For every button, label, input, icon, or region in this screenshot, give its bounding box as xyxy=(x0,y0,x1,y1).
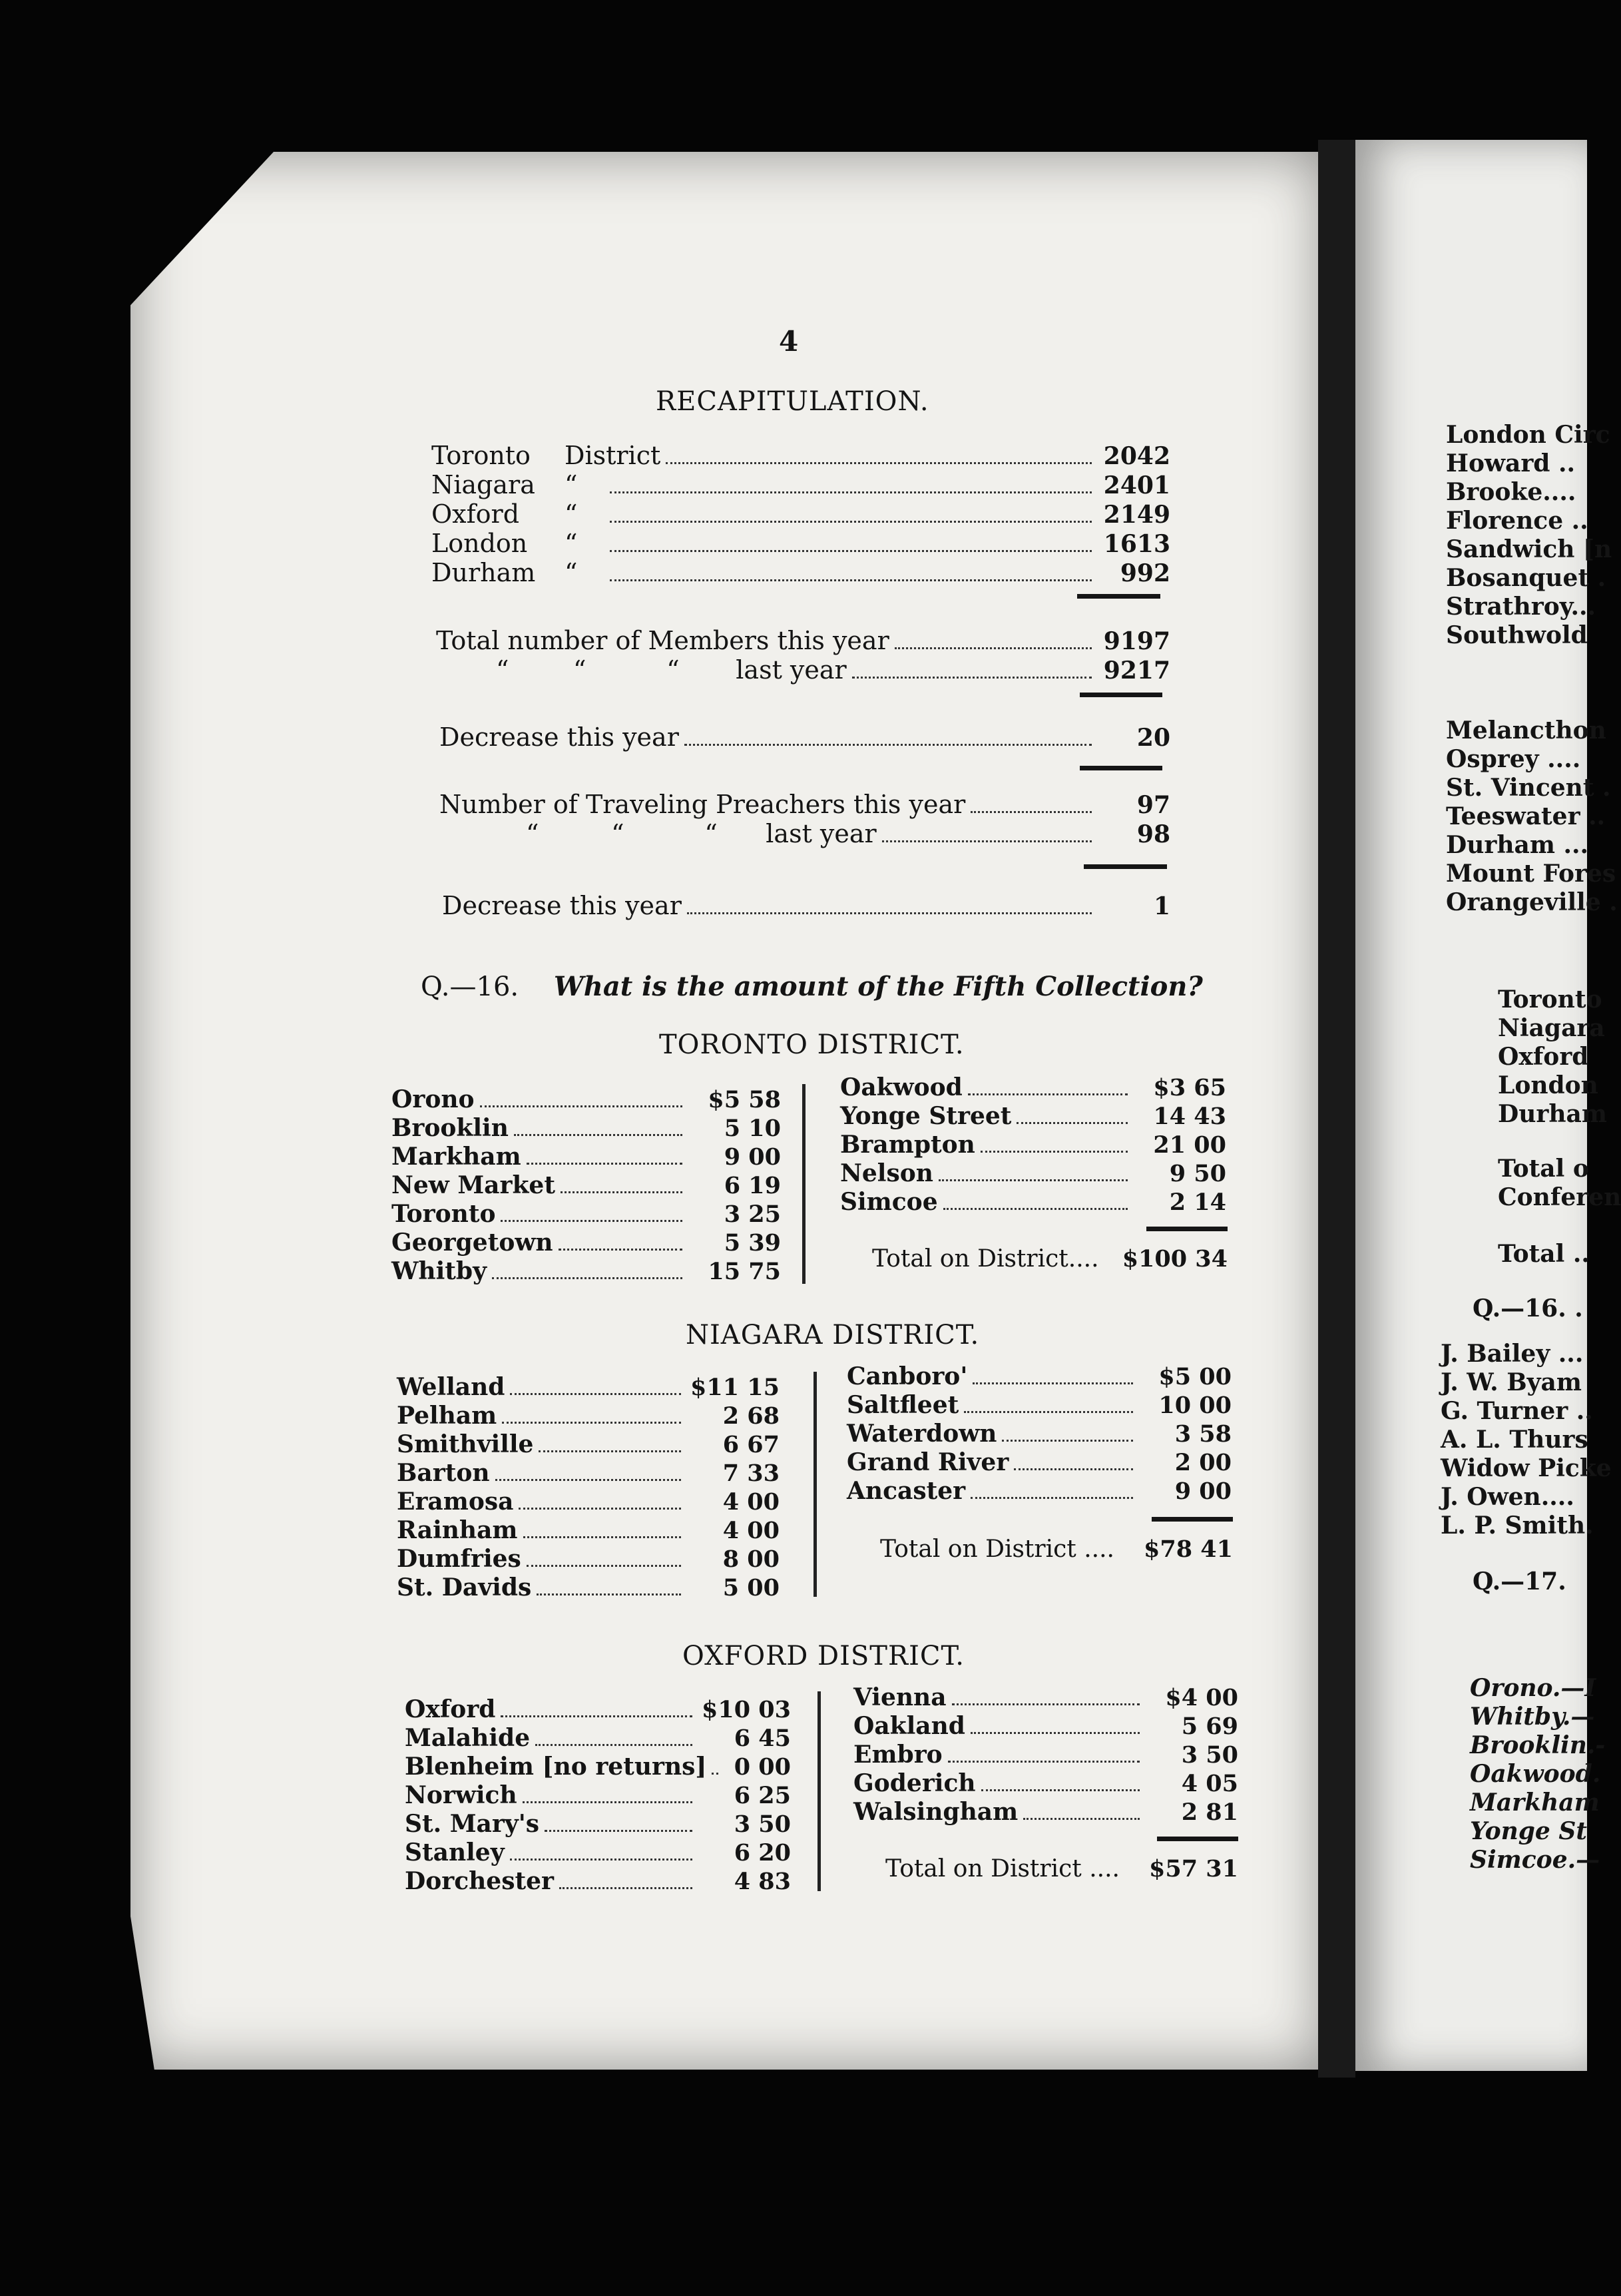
amount: 2 68 xyxy=(722,1402,780,1430)
list-item xyxy=(405,1781,791,1810)
right-page-list-3 xyxy=(1498,986,1607,1129)
toronto-title: TORONTO DISTRICT. xyxy=(659,1029,965,1060)
list-item xyxy=(847,1477,1232,1506)
district-suffix: District xyxy=(565,441,661,470)
sum-rule xyxy=(1080,766,1162,770)
right-page-list-6 xyxy=(1470,1674,1606,1874)
list-item xyxy=(405,1753,791,1781)
place-name: Eramosa xyxy=(397,1488,514,1516)
member-count: 2149 xyxy=(1103,501,1170,529)
right-page-list-5 xyxy=(1441,1340,1612,1540)
amount: $4 00 xyxy=(1165,1684,1238,1711)
decrease-value: 20 xyxy=(1136,724,1170,752)
place-name: Welland xyxy=(397,1373,505,1401)
dot-leader xyxy=(1017,1122,1128,1124)
place-name: Vienna xyxy=(853,1683,947,1711)
dot-leader xyxy=(510,1393,681,1395)
list-item xyxy=(397,1574,780,1602)
list-item: A. L. Thurs xyxy=(1441,1426,1588,1454)
dot-leader xyxy=(523,1536,681,1538)
total-value: $100 34 xyxy=(1122,1245,1228,1273)
amount: 3 50 xyxy=(734,1811,791,1838)
list-item: Orono.—I xyxy=(1470,1674,1596,1702)
amount: 4 83 xyxy=(734,1868,791,1895)
recap-row xyxy=(431,499,1170,529)
dot-leader xyxy=(712,1773,718,1775)
preachers-this-label: Number of Traveling Preachers this year xyxy=(439,790,966,819)
list-item xyxy=(397,1488,780,1516)
list-item: Total o xyxy=(1498,1155,1589,1183)
oxford-total xyxy=(885,1855,1238,1884)
column-divider xyxy=(813,1372,817,1597)
list-item: Yonge St xyxy=(1470,1817,1587,1845)
decrease2-value: 1 xyxy=(1153,892,1170,920)
place-name: Orono xyxy=(391,1085,475,1113)
question-text: What is the amount of the Fifth Collection? xyxy=(553,971,1203,1002)
dot-leader xyxy=(527,1163,682,1165)
dot-leader xyxy=(981,1151,1128,1153)
place-name: Whitby xyxy=(391,1257,487,1285)
list-item: Oakwood. xyxy=(1470,1760,1601,1788)
district-name: Toronto xyxy=(431,441,531,470)
total-label: Total on District.... xyxy=(872,1245,1099,1273)
list-item: Whitby.— xyxy=(1470,1703,1595,1731)
list-item: Simcoe.— xyxy=(1470,1846,1600,1874)
district-name: Niagara xyxy=(431,470,535,499)
list-item xyxy=(405,1867,791,1896)
dot-leader xyxy=(971,1732,1140,1734)
place-name: Ancaster xyxy=(847,1477,966,1505)
amount: 6 25 xyxy=(734,1782,791,1809)
place-name: Brampton xyxy=(840,1131,975,1159)
preachers-totals xyxy=(439,790,1170,848)
members-this-value: 9197 xyxy=(1103,627,1170,655)
place-name: Grand River xyxy=(847,1448,1009,1476)
dot-leader xyxy=(501,1220,682,1222)
list-item xyxy=(840,1102,1226,1131)
list-item: Markham xyxy=(1470,1789,1600,1817)
sum-rule xyxy=(1084,864,1167,869)
place-name: St. Davids xyxy=(397,1574,532,1601)
amount: 4 00 xyxy=(722,1488,780,1516)
toronto-total xyxy=(872,1245,1228,1274)
place-name: Malahide xyxy=(405,1724,531,1752)
amount: 3 50 xyxy=(1181,1741,1238,1769)
list-item xyxy=(397,1402,780,1430)
list-item xyxy=(847,1362,1232,1391)
amount: 14 43 xyxy=(1153,1103,1226,1130)
amount: 3 25 xyxy=(724,1201,781,1228)
list-item xyxy=(847,1448,1232,1477)
dot-leader xyxy=(559,1249,682,1251)
dot-leader xyxy=(539,1450,681,1452)
member-count: 2401 xyxy=(1103,471,1170,499)
list-item: Widow Picke xyxy=(1441,1454,1612,1482)
right-total: Total .. xyxy=(1498,1240,1590,1268)
dot-leader xyxy=(973,1382,1133,1384)
list-item: Brooke.... xyxy=(1446,478,1576,506)
place-name: Saltfleet xyxy=(847,1391,959,1419)
list-item xyxy=(391,1229,781,1257)
district-name: Durham xyxy=(431,558,536,587)
decrease-row-1 xyxy=(439,722,1170,752)
list-item: Durham xyxy=(1498,1100,1607,1128)
list-item xyxy=(405,1810,791,1839)
place-name: Dumfries xyxy=(397,1545,521,1573)
dot-leader xyxy=(527,1565,681,1567)
amount: $3 65 xyxy=(1153,1074,1226,1101)
list-item xyxy=(391,1171,781,1200)
niagara-right-column xyxy=(847,1362,1232,1506)
list-item xyxy=(405,1839,791,1867)
amount: 15 75 xyxy=(708,1258,781,1285)
place-name: Goderich xyxy=(853,1769,976,1797)
list-item: Durham ... xyxy=(1446,831,1589,859)
column-divider xyxy=(817,1691,821,1891)
dot-leader xyxy=(514,1134,682,1136)
dot-leader xyxy=(852,677,1092,679)
dot-leader xyxy=(537,1593,681,1595)
place-name: Blenheim [no returns] xyxy=(405,1753,707,1781)
place-name: Yonge Street xyxy=(840,1102,1012,1130)
recap-row xyxy=(431,529,1170,558)
sum-rule xyxy=(1080,693,1162,697)
place-name: Embro xyxy=(853,1741,943,1769)
place-name: Oakland xyxy=(853,1712,965,1740)
list-item xyxy=(847,1420,1232,1448)
dot-leader xyxy=(610,550,1092,552)
amount: 5 00 xyxy=(722,1574,780,1601)
amount: 9 00 xyxy=(724,1143,781,1171)
niagara-total xyxy=(880,1536,1233,1564)
district-suffix: “ xyxy=(565,470,578,499)
amount: 9 50 xyxy=(1169,1160,1226,1187)
total-value: $78 41 xyxy=(1144,1536,1233,1563)
oxford-left-column xyxy=(405,1695,791,1896)
list-item: Conferen xyxy=(1498,1183,1621,1211)
list-item xyxy=(840,1159,1226,1188)
toronto-right-column xyxy=(840,1073,1226,1217)
list-item xyxy=(391,1143,781,1171)
oxford-right-column xyxy=(853,1683,1238,1827)
place-name: Smithville xyxy=(397,1430,534,1458)
sum-rule xyxy=(1152,1517,1233,1522)
dot-leader xyxy=(519,1508,681,1510)
list-item: St. Vincent . xyxy=(1446,774,1611,802)
right-page-list-1 xyxy=(1446,421,1612,650)
list-item: J. Bailey ... xyxy=(1441,1340,1584,1368)
page-number: 4 xyxy=(779,325,799,358)
list-item xyxy=(405,1724,791,1753)
dot-leader xyxy=(1023,1818,1140,1820)
list-item xyxy=(853,1769,1238,1798)
amount: 3 58 xyxy=(1174,1420,1232,1448)
place-name: Georgetown xyxy=(391,1229,553,1257)
place-name: New Market xyxy=(391,1171,555,1199)
amount: 2 00 xyxy=(1174,1449,1232,1476)
place-name: Oakwood xyxy=(840,1073,963,1101)
right-question-17: Q.—17. xyxy=(1473,1568,1566,1595)
place-name: Nelson xyxy=(840,1159,933,1187)
amount: 10 00 xyxy=(1158,1392,1232,1419)
amount: 4 00 xyxy=(722,1517,780,1544)
place-name: Simcoe xyxy=(840,1188,938,1216)
preachers-this-value: 97 xyxy=(1136,791,1170,819)
amount: 21 00 xyxy=(1153,1131,1226,1159)
district-suffix: “ xyxy=(565,558,578,587)
list-item xyxy=(853,1683,1238,1712)
list-item: Florence .. xyxy=(1446,507,1588,535)
dot-leader xyxy=(561,1191,682,1193)
place-name: Walsingham xyxy=(853,1798,1019,1826)
place-name: Rainham xyxy=(397,1516,518,1544)
list-item xyxy=(840,1073,1226,1102)
preachers-this-year-row xyxy=(439,790,1170,819)
dot-leader xyxy=(971,811,1092,813)
decrease-label: Decrease this year xyxy=(439,722,679,752)
right-page-list-4 xyxy=(1498,1155,1621,1212)
decrease-row-2 xyxy=(442,891,1170,920)
list-item xyxy=(397,1459,780,1488)
list-item xyxy=(397,1430,780,1459)
amount: 6 67 xyxy=(722,1431,780,1458)
dot-leader xyxy=(684,744,1092,746)
place-name: Oxford xyxy=(405,1695,496,1723)
list-item: G. Turner .. xyxy=(1441,1397,1593,1425)
place-name: Brooklin xyxy=(391,1114,509,1142)
dot-leader xyxy=(501,1715,692,1717)
dot-leader xyxy=(495,1479,681,1481)
amount: 0 00 xyxy=(734,1753,791,1781)
sum-rule xyxy=(1157,1837,1238,1841)
list-item xyxy=(853,1741,1238,1769)
dot-leader xyxy=(882,840,1092,842)
amount: 6 19 xyxy=(724,1172,781,1199)
dot-leader xyxy=(559,1887,692,1889)
right-page-list-2 xyxy=(1446,717,1618,917)
dot-leader xyxy=(939,1179,1128,1181)
total-label: Total on District .... xyxy=(880,1536,1114,1563)
dot-leader xyxy=(610,579,1092,581)
members-last-label: “ “ “ last year xyxy=(496,655,847,685)
column-divider xyxy=(802,1084,806,1284)
amount: 6 20 xyxy=(734,1839,791,1866)
amount: $11 15 xyxy=(690,1374,780,1401)
district-suffix: “ xyxy=(565,499,578,529)
amount: 2 14 xyxy=(1169,1189,1226,1216)
amount: $10 03 xyxy=(702,1696,791,1723)
place-name: Toronto xyxy=(391,1200,496,1228)
list-item: Oxford xyxy=(1498,1043,1589,1071)
list-item xyxy=(391,1085,781,1114)
niagara-title: NIAGARA DISTRICT. xyxy=(686,1320,980,1350)
list-item xyxy=(391,1114,781,1143)
list-item: Teeswater .. xyxy=(1446,802,1606,830)
place-name: Dorchester xyxy=(405,1867,554,1895)
list-item: Orangeville . xyxy=(1446,888,1618,916)
preachers-last-label: “ “ “ last year xyxy=(526,819,877,848)
list-item xyxy=(853,1712,1238,1741)
recap-table xyxy=(431,441,1170,587)
sum-rule xyxy=(1077,594,1160,599)
decrease2-label: Decrease this year xyxy=(442,891,682,920)
list-item: Bosanquet . xyxy=(1446,564,1606,592)
amount: 5 10 xyxy=(724,1115,781,1142)
amount: $5 58 xyxy=(708,1086,781,1113)
members-totals xyxy=(436,626,1170,685)
list-item xyxy=(391,1257,781,1286)
district-suffix: “ xyxy=(565,529,578,558)
dot-leader xyxy=(964,1411,1133,1413)
amount: 5 39 xyxy=(724,1229,781,1257)
dot-leader xyxy=(952,1703,1140,1705)
place-name: Waterdown xyxy=(847,1420,997,1448)
dot-leader xyxy=(971,1497,1133,1499)
place-name: Barton xyxy=(397,1459,490,1487)
dot-leader xyxy=(480,1105,682,1107)
list-item: Toronto xyxy=(1498,986,1602,1013)
list-item: Niagara xyxy=(1498,1014,1605,1042)
list-item: Mount Fores xyxy=(1446,860,1616,888)
dot-leader xyxy=(687,912,1092,914)
amount: 6 45 xyxy=(734,1725,791,1752)
toronto-left-column xyxy=(391,1085,781,1286)
dot-leader xyxy=(948,1761,1140,1763)
member-count: 2042 xyxy=(1103,442,1170,470)
place-name: Stanley xyxy=(405,1839,505,1866)
list-item: Sandwich [n xyxy=(1446,535,1612,563)
preachers-last-year-row xyxy=(439,819,1170,848)
dot-leader xyxy=(895,647,1092,649)
dot-leader xyxy=(523,1801,692,1803)
oxford-title: OXFORD DISTRICT. xyxy=(682,1641,965,1671)
amount: 7 33 xyxy=(722,1460,780,1487)
district-name: Oxford xyxy=(431,499,520,529)
members-last-value: 9217 xyxy=(1103,657,1170,685)
list-item xyxy=(405,1695,791,1724)
list-item: London Circ xyxy=(1446,421,1610,449)
list-item: Brooklin.- xyxy=(1470,1731,1606,1759)
dot-leader xyxy=(943,1208,1128,1210)
members-this-label: Total number of Members this year xyxy=(436,626,889,655)
list-item: J. Owen.... xyxy=(1441,1483,1574,1511)
amount: 5 69 xyxy=(1181,1713,1238,1740)
niagara-left-column xyxy=(397,1373,780,1602)
list-item: Southwold xyxy=(1446,621,1588,649)
dot-leader xyxy=(610,521,1092,523)
list-item xyxy=(397,1516,780,1545)
member-count: 992 xyxy=(1120,559,1170,587)
place-name: Norwich xyxy=(405,1781,517,1809)
list-item: Strathroy... xyxy=(1446,593,1596,621)
members-last-year-row xyxy=(436,655,1170,685)
list-item: London xyxy=(1498,1071,1598,1099)
recap-title: RECAPITULATION. xyxy=(656,386,929,417)
list-item xyxy=(840,1131,1226,1159)
recap-row xyxy=(431,441,1170,470)
recap-row xyxy=(431,470,1170,499)
list-item: J. W. Byam xyxy=(1441,1368,1582,1396)
question-16 xyxy=(421,971,1203,1002)
dot-leader xyxy=(968,1093,1128,1095)
dot-leader xyxy=(510,1859,692,1861)
list-item: Melancthon xyxy=(1446,717,1606,744)
total-label: Total on District .... xyxy=(885,1855,1120,1882)
dot-leader xyxy=(502,1422,681,1424)
place-name: Pelham xyxy=(397,1402,497,1430)
amount: 2 81 xyxy=(1181,1799,1238,1826)
dot-leader xyxy=(1002,1440,1133,1442)
list-item: Osprey .... xyxy=(1446,745,1581,773)
dot-leader xyxy=(666,462,1092,464)
dot-leader xyxy=(981,1789,1140,1791)
recap-row xyxy=(431,558,1170,587)
dot-leader xyxy=(610,491,1092,493)
dot-leader xyxy=(535,1744,692,1746)
place-name: St. Mary's xyxy=(405,1810,540,1838)
dot-leader xyxy=(492,1277,682,1279)
list-item xyxy=(397,1373,780,1402)
list-item xyxy=(391,1200,781,1229)
preachers-last-value: 98 xyxy=(1136,820,1170,848)
members-this-year-row xyxy=(436,626,1170,655)
right-question-16: Q.—16. . xyxy=(1473,1294,1583,1322)
amount: 4 05 xyxy=(1181,1770,1238,1797)
list-item: Howard .. xyxy=(1446,449,1576,477)
amount: 9 00 xyxy=(1174,1478,1232,1505)
place-name: Markham xyxy=(391,1143,521,1171)
dot-leader xyxy=(545,1830,692,1832)
member-count: 1613 xyxy=(1103,530,1170,558)
amount: $5 00 xyxy=(1158,1363,1232,1390)
sum-rule xyxy=(1146,1227,1228,1231)
place-name: Canboro' xyxy=(847,1362,968,1390)
list-item xyxy=(847,1391,1232,1420)
list-item: L. P. Smith. xyxy=(1441,1512,1594,1540)
list-item xyxy=(840,1188,1226,1217)
district-name: London xyxy=(431,529,528,558)
list-item xyxy=(397,1545,780,1574)
question-number: Q.—16. xyxy=(421,972,519,1002)
total-value: $57 31 xyxy=(1149,1855,1238,1882)
amount: 8 00 xyxy=(722,1546,780,1573)
dot-leader xyxy=(1014,1468,1133,1470)
page-gutter xyxy=(1318,140,1355,2078)
list-item xyxy=(853,1798,1238,1827)
